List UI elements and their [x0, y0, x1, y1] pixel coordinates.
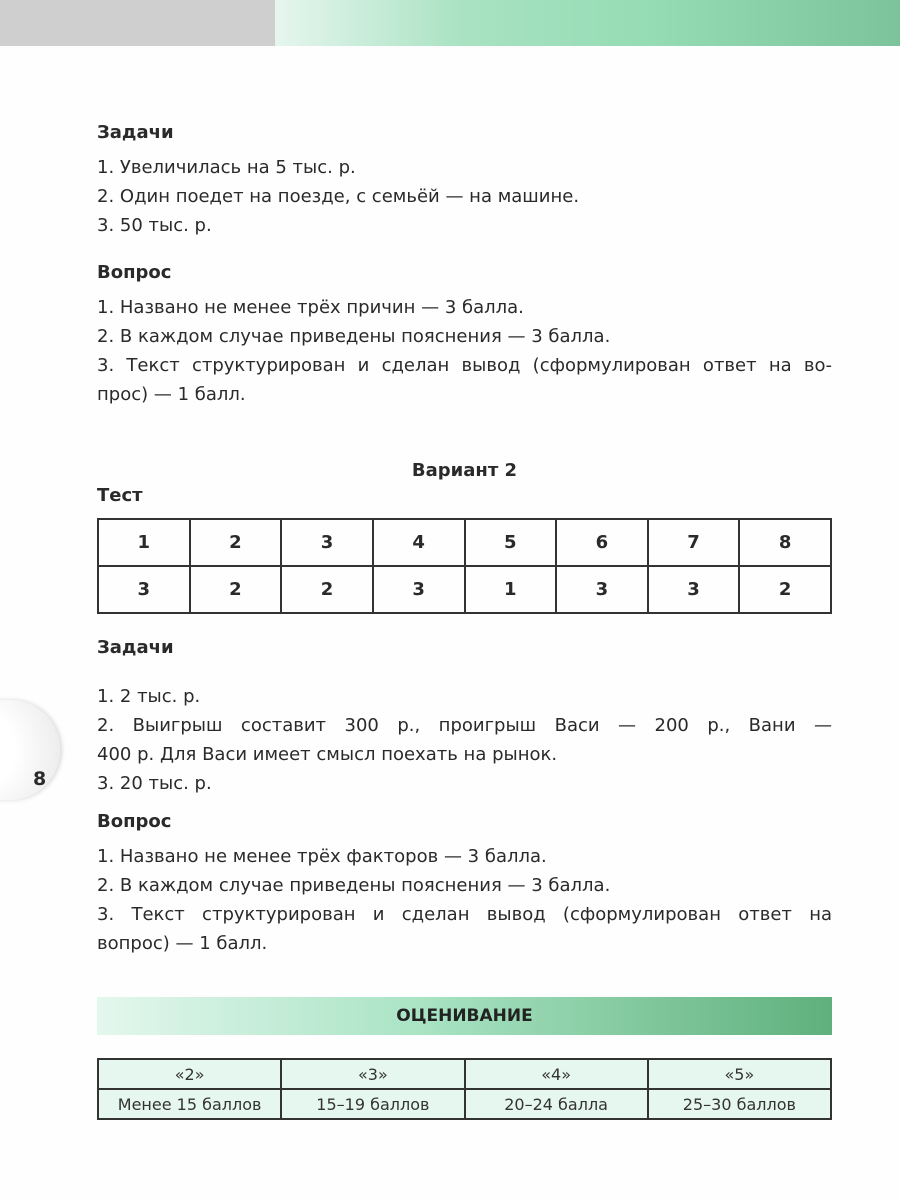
- v2-tasks-section: [97, 637, 832, 798]
- table-cell: 4: [373, 519, 465, 566]
- v2-test-table: [97, 518, 832, 614]
- table-cell: «2»: [98, 1059, 281, 1089]
- table-cell: 3: [373, 566, 465, 613]
- v1-question-3b: прос) — 1 балл.: [97, 384, 246, 405]
- table-row: [98, 1059, 831, 1089]
- v2-question-heading: Вопрос: [97, 811, 172, 832]
- v1-question-1: 1. Названо не менее трёх причин — 3 балла.: [97, 297, 524, 318]
- table-cell: Менее 15 баллов: [98, 1089, 281, 1119]
- table-cell: 5: [465, 519, 557, 566]
- page-tab: [0, 700, 60, 800]
- table-cell: 20–24 балла: [465, 1089, 648, 1119]
- table-cell: 6: [556, 519, 648, 566]
- v2-tasks-heading: Задачи: [97, 637, 174, 658]
- v1-tasks-heading: Задачи: [97, 122, 174, 143]
- table-cell: 1: [465, 566, 557, 613]
- table-cell: 3: [648, 566, 740, 613]
- v2-task-2b: 400 р. Для Васи имеет смысл поехать на рынок.: [97, 744, 558, 765]
- table-row: [98, 519, 831, 566]
- v1-question-heading: Вопрос: [97, 262, 172, 283]
- table-cell: 25–30 баллов: [648, 1089, 831, 1119]
- table-cell: 3: [556, 566, 648, 613]
- table-cell: 8: [739, 519, 831, 566]
- table-cell: «5»: [648, 1059, 831, 1089]
- table-cell: 15–19 баллов: [281, 1089, 464, 1119]
- v1-tasks-section: [97, 122, 832, 240]
- v1-question-2: 2. В каждом случае приведены пояснения — 3 балла.: [97, 326, 611, 347]
- v1-task-2: 2. Один поедет на поезде, с семьёй — на машине.: [97, 186, 580, 207]
- table-cell: 3: [281, 519, 373, 566]
- page-number: 8: [33, 768, 47, 790]
- grading-table: [97, 1058, 832, 1120]
- v1-question-section: [97, 262, 832, 409]
- table-cell: «4»: [465, 1059, 648, 1089]
- table-cell: 2: [281, 566, 373, 613]
- table-cell: 1: [98, 519, 190, 566]
- v2-question-3b: вопрос) — 1 балл.: [97, 933, 268, 954]
- table-row: [98, 566, 831, 613]
- table-cell: 3: [98, 566, 190, 613]
- v1-task-1: 1. Увеличилась на 5 тыс. р.: [97, 157, 356, 178]
- header-gray-band: [0, 0, 275, 46]
- table-cell: 2: [190, 519, 282, 566]
- v2-task-2a: 2. Выигрыш составит 300 р., проигрыш Васи — 200 р., Вани —: [97, 715, 832, 736]
- variant2-title: Вариант 2: [411, 460, 518, 481]
- table-cell: 7: [648, 519, 740, 566]
- v2-question-2: 2. В каждом случае приведены пояснения — 3 балла.: [97, 875, 611, 896]
- table-cell: 2: [190, 566, 282, 613]
- v1-task-3: 3. 50 тыс. р.: [97, 215, 212, 236]
- header-green-band: [275, 0, 900, 46]
- v2-question-3a: 3. Текст структурирован и сделан вывод (сформулирован ответ на: [97, 904, 832, 925]
- table-row: [98, 1089, 831, 1119]
- v2-task-1: 1. 2 тыс. р.: [97, 686, 201, 707]
- table-cell: 2: [739, 566, 831, 613]
- v2-question-section: [97, 811, 832, 958]
- v2-question-1: 1. Названо не менее трёх факторов — 3 балла.: [97, 846, 547, 867]
- grading-heading-bar: ОЦЕНИВАНИЕ: [97, 997, 832, 1035]
- v2-task-3: 3. 20 тыс. р.: [97, 773, 212, 794]
- table-cell: «3»: [281, 1059, 464, 1089]
- v2-test-heading: Тест: [97, 485, 143, 506]
- v1-question-3a: 3. Текст структурирован и сделан вывод (сформулирован ответ на во-: [97, 355, 832, 376]
